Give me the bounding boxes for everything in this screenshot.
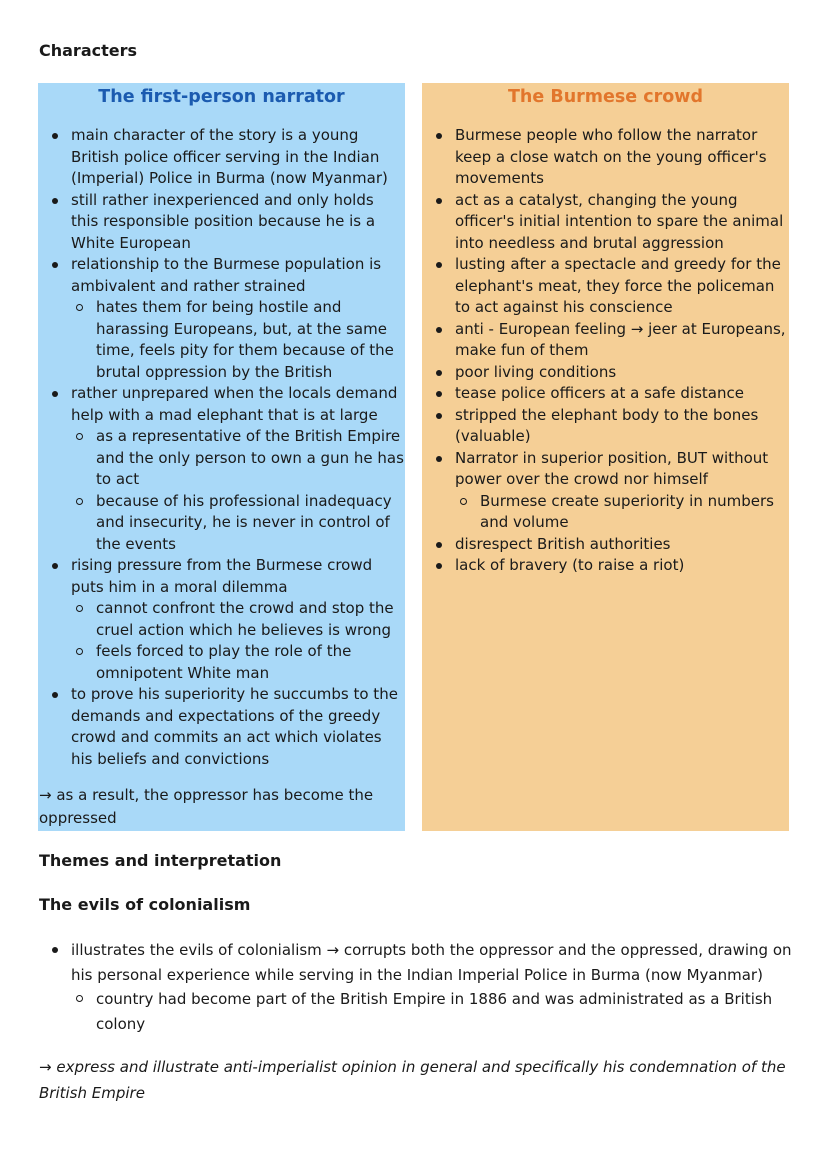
list-item: relationship to the Burmese population is ambivalent and rather strained hates them for being hostile and harassing Europeans, but, at the same time, feels pity for them because of the brutal oppression by the British — [38, 254, 405, 383]
sub-list-item: because of his professional inadequacy and insecurity, he is never in control of the events — [71, 491, 405, 556]
heading-themes: Themes and interpretation — [39, 851, 282, 870]
list-item: tease police officers at a safe distance — [422, 383, 789, 405]
list-item: still rather inexperienced and only holds this responsible position because he is a White European — [38, 190, 405, 255]
sub-list-item: hates them for being hostile and harassing Europeans, but, at the same time, feels pity for them because of the brutal oppression by the British — [71, 297, 405, 383]
heading-characters: Characters — [39, 41, 138, 60]
list-item: lusting after a spectacle and greedy for the elephant's meat, they force the policeman to act against his conscience — [422, 254, 789, 319]
narrator-title: The first-person narrator — [98, 87, 345, 107]
crowd-list — [422, 125, 789, 577]
sub-list-item: as a representative of the British Empire and the only person to own a gun he has to act — [71, 426, 405, 491]
list-item: act as a catalyst, changing the young officer's initial intention to spare the animal into needless and brutal aggression — [422, 190, 789, 255]
list-item: anti - European feeling → jeer at Europeans, make fun of them — [422, 319, 789, 362]
list-item: rising pressure from the Burmese crowd puts him in a moral dilemma cannot confront the crowd and stop the cruel action which he believes is wrong feels forced to play the role of the omnipotent White man — [38, 555, 405, 684]
narrator-panel — [38, 83, 405, 831]
narrator-list — [38, 125, 405, 770]
list-item: illustrates the evils of colonialism → corrupts both the oppressor and the oppressed, drawing on his personal experience while serving in the Indian Imperial Police in Burma (now Myanmar) country had become part of the British Empire in 1886 and was administrated as a British colony — [38, 938, 798, 1036]
sub-list-item: cannot confront the crowd and stop the cruel action which he believes is wrong — [71, 598, 405, 641]
list-item: main character of the story is a young British police officer serving in the Indian (Imperial) Police in Burma (now Myanmar) — [38, 125, 405, 190]
list-item: Burmese people who follow the narrator keep a close watch on the young officer's movements — [422, 125, 789, 190]
crowd-panel — [422, 83, 789, 831]
sub-list-item: country had become part of the British Empire in 1886 and was administrated as a British colony — [71, 987, 798, 1036]
sub-list-item: feels forced to play the role of the omnipotent White man — [71, 641, 405, 684]
heading-evils-of-colonialism: The evils of colonialism — [39, 895, 251, 914]
list-item: rather unprepared when the locals demand help with a mad elephant that is at large as a representative of the British Empire and the only person to own a gun he has to act because of his professional inadequacy and insecurity, he is never in control of the events — [38, 383, 405, 555]
list-item: poor living conditions — [422, 362, 789, 384]
evils-list — [38, 938, 798, 1036]
crowd-title: The Burmese crowd — [508, 87, 703, 107]
list-item: to prove his superiority he succumbs to the demands and expectations of the greedy crowd and commits an act which violates his beliefs and convictions — [38, 684, 405, 770]
sub-list-item: Burmese create superiority in numbers and volume — [455, 491, 789, 534]
list-item: Narrator in superior position, BUT without power over the crowd nor himself Burmese create superiority in numbers and volume — [422, 448, 789, 534]
list-item: disrespect British authorities — [422, 534, 789, 556]
conclusion: → express and illustrate anti-imperialist opinion in general and specifically his condemnation of the British Empire — [39, 1058, 786, 1102]
list-item: lack of bravery (to raise a riot) — [422, 555, 789, 577]
list-item: stripped the elephant body to the bones (valuable) — [422, 405, 789, 448]
narrator-result: → as a result, the oppressor has become the oppressed — [39, 786, 374, 827]
